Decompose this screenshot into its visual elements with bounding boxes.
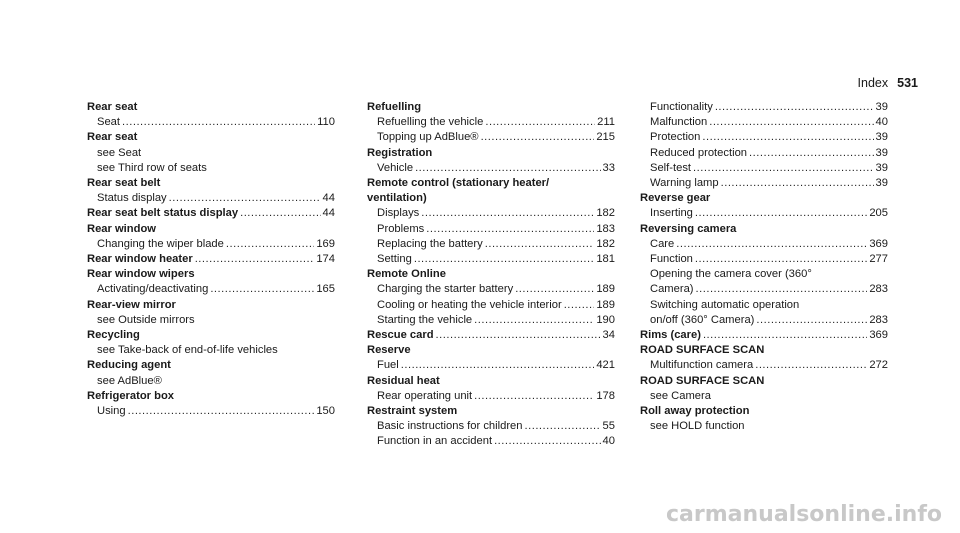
page-ref: 283 <box>869 313 888 326</box>
index-entry <box>640 237 888 252</box>
index-entry <box>640 176 888 191</box>
index-entry <box>640 313 888 328</box>
index-see-reference: see Seat <box>97 146 142 159</box>
page-ref: 211 <box>597 116 615 129</box>
index-heading-entry <box>640 328 888 343</box>
page-ref: 150 <box>316 405 335 418</box>
page-ref: 39 <box>875 101 888 113</box>
page-ref: 39 <box>875 161 888 174</box>
leader-dots <box>676 237 867 252</box>
leader-dots <box>702 130 873 145</box>
leader-dots <box>436 328 601 343</box>
page-ref: 44 <box>322 192 335 205</box>
page-ref: 189 <box>596 283 615 296</box>
entry-text: Status display <box>97 192 167 205</box>
page-ref: 40 <box>602 435 615 448</box>
entry-text: Vehicle <box>377 161 414 174</box>
entry-text: Displays <box>377 207 420 220</box>
index-entry <box>367 434 615 449</box>
index-heading: Reserve <box>367 344 411 357</box>
leader-dots <box>696 282 868 297</box>
index-entry <box>640 146 888 161</box>
index-heading: Rear window <box>87 222 156 235</box>
entry-text: Setting <box>377 253 412 266</box>
page-ref: 39 <box>875 177 888 190</box>
page-ref: 421 <box>596 359 615 372</box>
page-ref: 205 <box>869 207 888 220</box>
entry-text: Rescue card <box>367 329 434 342</box>
page-ref: 189 <box>596 298 615 311</box>
entry-text: Changing the wiper blade <box>97 237 224 250</box>
entry-text: Rear seat belt status display <box>87 207 239 220</box>
entry-text: Basic instructions for children <box>377 420 523 433</box>
entry-text: Activating/deactivating <box>97 283 209 296</box>
page-ref: 182 <box>596 207 615 220</box>
entry-text: Warning lamp <box>650 177 719 190</box>
leader-dots <box>474 389 594 404</box>
index-entry <box>640 252 888 267</box>
leader-dots <box>721 176 874 191</box>
index-see-reference: Switching automatic operation <box>650 298 800 311</box>
page-ref: 174 <box>316 253 335 266</box>
index-see-reference: see AdBlue® <box>97 374 162 387</box>
entry-text: Functionality <box>650 101 713 113</box>
leader-dots <box>481 130 595 145</box>
index-heading: Remote Online <box>367 268 446 281</box>
index-heading: Restraint system <box>367 405 458 418</box>
page-ref: 44 <box>322 207 335 220</box>
index-heading: Residual heat <box>367 374 440 387</box>
index-heading: Reducing agent <box>87 359 171 372</box>
entry-text: Rear operating unit <box>377 389 473 402</box>
leader-dots <box>195 252 315 267</box>
index-entry <box>367 313 615 328</box>
index-heading-entry <box>367 328 615 343</box>
leader-dots <box>494 434 600 449</box>
leader-dots <box>485 237 595 252</box>
leader-dots <box>525 419 601 434</box>
index-see-reference: see Outside mirrors <box>97 313 195 326</box>
index-entry <box>367 161 615 176</box>
page-ref: 40 <box>875 116 888 129</box>
entry-text: Inserting <box>650 207 693 220</box>
index-entry <box>367 252 615 267</box>
page-ref: 169 <box>316 237 335 250</box>
index-entry <box>640 161 888 176</box>
leader-dots <box>474 313 594 328</box>
index-heading-entry <box>87 252 335 267</box>
page-ref: 272 <box>869 359 888 372</box>
entry-text: Topping up AdBlue® <box>377 131 479 144</box>
entry-text: Self-test <box>650 161 692 174</box>
index-entry <box>367 358 615 373</box>
entry-text: Cooling or heating the vehicle interior <box>377 298 562 311</box>
index-entry <box>87 404 335 419</box>
header-label: Index <box>857 76 889 90</box>
index-heading: ROAD SURFACE SCAN <box>640 374 765 387</box>
index-column-1 <box>87 100 335 419</box>
index-entry <box>367 130 615 145</box>
index-entry <box>87 237 335 252</box>
page-ref: 39 <box>875 146 888 159</box>
page-ref: 183 <box>596 222 615 235</box>
page-number: 531 <box>897 76 918 90</box>
page-ref: 182 <box>596 237 615 250</box>
leader-dots <box>695 206 867 221</box>
index-entry <box>367 206 615 221</box>
index-heading: Refuelling <box>367 101 422 113</box>
index-heading: Refrigerator box <box>87 389 175 402</box>
index-heading: ventilation) <box>367 192 427 205</box>
index-entry <box>87 191 335 206</box>
leader-dots <box>485 115 595 130</box>
entry-text: Malfunction <box>650 116 708 129</box>
index-see-reference: see HOLD function <box>650 420 745 433</box>
entry-text: Seat <box>97 116 121 129</box>
leader-dots <box>515 282 594 297</box>
entry-text: Charging the starter battery <box>377 283 514 296</box>
entry-text: Rims (care) <box>640 329 701 342</box>
index-heading: ROAD SURFACE SCAN <box>640 344 765 357</box>
index-heading: Registration <box>367 146 433 159</box>
index-entry <box>640 130 888 145</box>
leader-dots <box>226 237 314 252</box>
page-ref: 181 <box>596 253 615 266</box>
index-see-reference: see Camera <box>650 389 711 402</box>
leader-dots <box>122 115 315 130</box>
index-heading: Roll away protection <box>640 405 750 418</box>
entry-text: Rear window heater <box>87 253 193 266</box>
leader-dots <box>695 252 867 267</box>
leader-dots <box>128 404 315 419</box>
index-heading-entry <box>87 206 335 221</box>
leader-dots <box>709 115 873 130</box>
leader-dots <box>169 191 321 206</box>
entry-text: Camera) <box>650 283 694 296</box>
leader-dots <box>426 222 594 237</box>
entry-text: Protection <box>650 131 701 144</box>
index-column-2 <box>367 100 615 450</box>
index-entry <box>367 115 615 130</box>
page-ref: 39 <box>875 131 888 144</box>
index-entry <box>87 115 335 130</box>
index-entry <box>367 282 615 297</box>
index-entry <box>640 206 888 221</box>
page-ref: 34 <box>602 329 615 342</box>
index-heading: Rear-view mirror <box>87 298 176 311</box>
index-entry <box>367 298 615 313</box>
watermark: carmanualsonline.info <box>666 502 942 527</box>
index-entry <box>87 282 335 297</box>
page-ref: 178 <box>596 389 615 402</box>
entry-text: Care <box>650 237 675 250</box>
page-ref: 215 <box>596 131 615 144</box>
entry-text: Problems <box>377 222 425 235</box>
entry-text: Replacing the battery <box>377 237 483 250</box>
index-entry <box>640 358 888 373</box>
page-ref: 369 <box>869 329 888 342</box>
index-entry <box>640 100 888 115</box>
leader-dots <box>210 282 314 297</box>
index-entry <box>640 282 888 297</box>
index-entry <box>367 222 615 237</box>
entry-text: Function <box>650 253 693 266</box>
index-entry <box>367 419 615 434</box>
index-see-reference: see Third row of seats <box>97 161 207 174</box>
page-ref: 190 <box>596 313 615 326</box>
index-see-reference: Opening the camera cover (360° <box>650 268 812 281</box>
leader-dots <box>415 161 600 176</box>
leader-dots <box>756 313 867 328</box>
entry-text: Starting the vehicle <box>377 313 473 326</box>
entry-text: Multifunction camera <box>650 359 754 372</box>
leader-dots <box>421 206 594 221</box>
page-header <box>858 76 918 90</box>
entry-text: Reduced protection <box>650 146 748 159</box>
leader-dots <box>703 328 867 343</box>
page-ref: 165 <box>316 283 335 296</box>
index-heading: Rear seat <box>87 101 138 113</box>
page-ref: 110 <box>317 116 335 129</box>
entry-text: Refuelling the vehicle <box>377 116 484 129</box>
index-heading: Rear seat belt <box>87 177 161 190</box>
page-ref: 369 <box>869 237 888 250</box>
index-heading: Rear seat <box>87 131 138 144</box>
leader-dots <box>715 100 874 115</box>
leader-dots <box>755 358 867 373</box>
leader-dots <box>564 298 595 313</box>
page-ref: 277 <box>869 253 888 266</box>
page-ref: 55 <box>602 420 615 433</box>
index-see-reference: see Take-back of end-of-life vehicles <box>97 344 278 357</box>
leader-dots <box>240 206 320 221</box>
index-column-3 <box>640 100 888 434</box>
leader-dots <box>414 252 594 267</box>
index-entry <box>367 389 615 404</box>
entry-text: Using <box>97 405 126 418</box>
entry-text: Function in an accident <box>377 435 493 448</box>
index-heading: Reverse gear <box>640 192 711 205</box>
page-ref: 283 <box>869 283 888 296</box>
entry-text: Fuel <box>377 359 399 372</box>
entry-text: on/off (360° Camera) <box>650 313 755 326</box>
index-entry <box>367 237 615 252</box>
index-heading: Rear window wipers <box>87 268 195 281</box>
index-heading: Remote control (stationary heater/ <box>367 177 550 190</box>
index-heading: Recycling <box>87 329 140 342</box>
page-ref: 33 <box>602 161 615 174</box>
index-heading: Reversing camera <box>640 222 737 235</box>
leader-dots <box>401 358 595 373</box>
leader-dots <box>693 161 874 176</box>
leader-dots <box>749 146 874 161</box>
index-entry <box>640 115 888 130</box>
